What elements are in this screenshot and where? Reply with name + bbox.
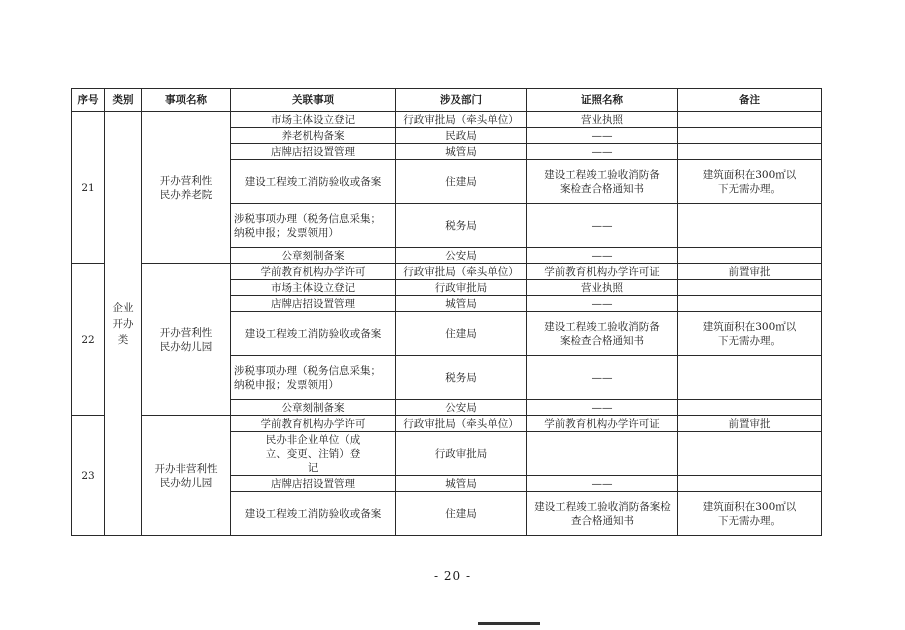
scan-artifact-line: [478, 622, 540, 625]
note-text: 建筑面积在300㎡以下无需办理。: [702, 500, 797, 527]
license: 学前教育机构办学许可证: [527, 416, 678, 432]
related-item: [231, 432, 396, 476]
department: 行政审批局（牵头单位）: [396, 112, 527, 128]
note: 前置审批: [678, 264, 822, 280]
license: ——: [527, 296, 678, 312]
item-name: [142, 264, 231, 416]
license: ——: [527, 356, 678, 400]
related-item: 公章刻制备案: [231, 400, 396, 416]
license: ——: [527, 204, 678, 248]
note: [678, 280, 822, 296]
related-item: 学前教育机构办学许可: [231, 264, 396, 280]
related-item: [231, 356, 396, 400]
department: 税务局: [396, 204, 527, 248]
license: ——: [527, 400, 678, 416]
department: 公安局: [396, 248, 527, 264]
related-item: 店牌店招设置管理: [231, 144, 396, 160]
department: 住建局: [396, 492, 527, 536]
related-item-text: 涉税事项办理（税务信息采集；纳税申报；发票领用）: [234, 364, 381, 391]
note: [678, 432, 822, 476]
license: [527, 312, 678, 356]
table-row: [72, 264, 822, 280]
header-no: 序号: [72, 89, 105, 112]
license: [527, 432, 678, 476]
related-item: 市场主体设立登记: [231, 280, 396, 296]
related-item: 公章刻制备案: [231, 248, 396, 264]
note: [678, 204, 822, 248]
table-header-row: [72, 89, 822, 112]
license: 学前教育机构办学许可证: [527, 264, 678, 280]
row-number: 23: [72, 416, 105, 536]
department: 行政审批局（牵头单位）: [396, 264, 527, 280]
department: 城管局: [396, 296, 527, 312]
related-item: 建设工程竣工消防验收或备案: [231, 160, 396, 204]
license-text: 建设工程竣工验收消防备案检查合格通知书: [544, 320, 660, 347]
note: [678, 296, 822, 312]
note: [678, 492, 822, 536]
note-text: 建筑面积在300㎡以下无需办理。: [702, 320, 797, 347]
item-name: [142, 112, 231, 264]
service-items-table: [71, 88, 822, 536]
license-text: 建设工程竣工验收消防备案检查合格通知书: [544, 168, 660, 195]
table-row: [72, 112, 822, 128]
department: 税务局: [396, 356, 527, 400]
header-department: 涉及部门: [396, 89, 527, 112]
header-license: 证照名称: [527, 89, 678, 112]
department: 行政审批局: [396, 280, 527, 296]
department: 城管局: [396, 144, 527, 160]
item-name-label: 开办非营利性民办幼儿园: [154, 462, 218, 489]
license: ——: [527, 476, 678, 492]
related-item: 建设工程竣工消防验收或备案: [231, 312, 396, 356]
header-item-name: 事项名称: [142, 89, 231, 112]
item-name: [142, 416, 231, 536]
license: 营业执照: [527, 280, 678, 296]
note: [678, 476, 822, 492]
department: 住建局: [396, 312, 527, 356]
license: 营业执照: [527, 112, 678, 128]
license: [527, 492, 678, 536]
related-item: 店牌店招设置管理: [231, 296, 396, 312]
note-text: 建筑面积在300㎡以下无需办理。: [702, 168, 797, 195]
related-item: 市场主体设立登记: [231, 112, 396, 128]
department: 行政审批局（牵头单位）: [396, 416, 527, 432]
category-cell: [105, 112, 142, 536]
license: ——: [527, 128, 678, 144]
page-number: - 20 -: [433, 569, 471, 583]
department: 民政局: [396, 128, 527, 144]
related-item: 养老机构备案: [231, 128, 396, 144]
related-item: 店牌店招设置管理: [231, 476, 396, 492]
license: [527, 160, 678, 204]
department: 公安局: [396, 400, 527, 416]
header-note: 备注: [678, 89, 822, 112]
license: ——: [527, 144, 678, 160]
document-sheet: [71, 88, 821, 536]
related-item-text: 涉税事项办理（税务信息采集；纳税申报；发票领用）: [234, 212, 381, 239]
department: 住建局: [396, 160, 527, 204]
row-number: 21: [72, 112, 105, 264]
related-item: 建设工程竣工消防验收或备案: [231, 492, 396, 536]
department: 城管局: [396, 476, 527, 492]
license-text: 建设工程竣工验收消防备案检查合格通知书: [534, 500, 671, 527]
related-item: [231, 204, 396, 248]
category-label: 企业开办类: [112, 301, 134, 346]
item-name-label: 开办营利性民办幼儿园: [159, 326, 213, 353]
note: [678, 356, 822, 400]
department: 行政审批局: [396, 432, 527, 476]
note: 前置审批: [678, 416, 822, 432]
item-name-label: 开办营利性民办养老院: [159, 174, 213, 201]
table-row: [72, 416, 822, 432]
note: [678, 248, 822, 264]
note: [678, 128, 822, 144]
license: ——: [527, 248, 678, 264]
note: [678, 160, 822, 204]
note: [678, 400, 822, 416]
note: [678, 112, 822, 128]
note: [678, 144, 822, 160]
related-item: 学前教育机构办学许可: [231, 416, 396, 432]
note: [678, 312, 822, 356]
header-category: 类别: [105, 89, 142, 112]
header-related-item: 关联事项: [231, 89, 396, 112]
row-number: 22: [72, 264, 105, 416]
related-item-text: 民办非企业单位（成立、变更、注销）登记: [265, 433, 361, 474]
